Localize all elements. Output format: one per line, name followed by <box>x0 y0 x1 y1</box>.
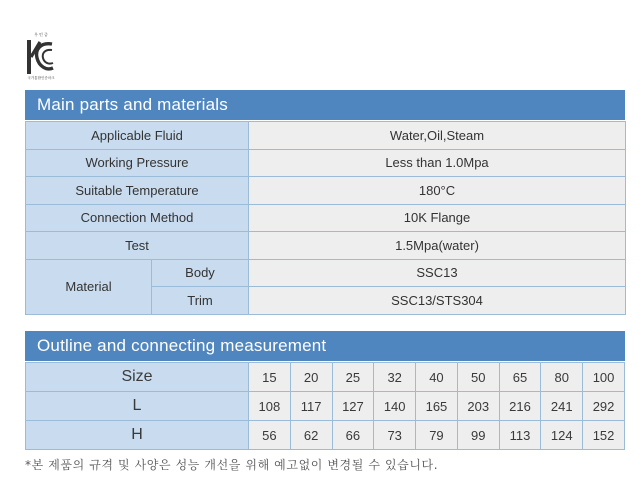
h-cell: 99 <box>457 421 499 450</box>
row-label: Applicable Fluid <box>26 122 249 150</box>
l-cell: 140 <box>374 392 416 421</box>
l-cell: 117 <box>290 392 332 421</box>
h-row <box>26 421 625 450</box>
outline-table <box>25 362 625 450</box>
l-cell: 203 <box>457 392 499 421</box>
table-row <box>26 177 626 205</box>
l-label: L <box>26 392 249 421</box>
h-cell: 56 <box>249 421 291 450</box>
h-cell: 79 <box>416 421 458 450</box>
l-cell: 127 <box>332 392 374 421</box>
size-cell: 15 <box>249 363 291 392</box>
size-cell: 25 <box>332 363 374 392</box>
body-value: SSC13 <box>249 259 626 287</box>
size-cell: 50 <box>457 363 499 392</box>
row-value: Less than 1.0Mpa <box>249 149 626 177</box>
l-cell: 292 <box>583 392 625 421</box>
size-row <box>26 363 625 392</box>
l-cell: 241 <box>541 392 583 421</box>
body-label: Body <box>152 259 249 287</box>
trim-value: SSC13/STS304 <box>249 287 626 315</box>
row-label: Suitable Temperature <box>26 177 249 205</box>
size-cell: 80 <box>541 363 583 392</box>
outline-section-title: Outline and connecting measurement <box>25 331 625 361</box>
table-row <box>26 149 626 177</box>
h-cell: 62 <box>290 421 332 450</box>
row-value: 180°C <box>249 177 626 205</box>
l-cell: 216 <box>499 392 541 421</box>
l-cell: 108 <box>249 392 291 421</box>
l-cell: 165 <box>416 392 458 421</box>
table-row <box>26 204 626 232</box>
size-cell: 32 <box>374 363 416 392</box>
h-cell: 152 <box>583 421 625 450</box>
trim-label: Trim <box>152 287 249 315</box>
row-label: Connection Method <box>26 204 249 232</box>
table-row <box>26 122 626 150</box>
table-row <box>26 232 626 260</box>
size-cell: 20 <box>290 363 332 392</box>
l-row <box>26 392 625 421</box>
parts-table <box>25 121 626 315</box>
size-cell: 40 <box>416 363 458 392</box>
h-cell: 124 <box>541 421 583 450</box>
h-cell: 66 <box>332 421 374 450</box>
h-cell: 113 <box>499 421 541 450</box>
row-value: Water,Oil,Steam <box>249 122 626 150</box>
size-label: Size <box>26 363 249 392</box>
parts-section-title: Main parts and materials <box>25 90 625 120</box>
svg-text:국가통합인증마크: 국가통합인증마크 <box>27 76 55 80</box>
h-label: H <box>26 421 249 450</box>
h-cell: 73 <box>374 421 416 450</box>
size-cell: 65 <box>499 363 541 392</box>
kc-certification-logo <box>26 30 56 80</box>
row-value: 10K Flange <box>249 204 626 232</box>
table-row <box>26 259 626 287</box>
row-value: 1.5Mpa(water) <box>249 232 626 260</box>
row-label: Test <box>26 232 249 260</box>
size-cell: 100 <box>583 363 625 392</box>
svg-text:우 인 증: 우 인 증 <box>34 32 48 37</box>
material-label: Material <box>26 259 152 314</box>
disclaimer-footnote: *본 제품의 규격 및 사양은 성능 개선을 위해 예고없이 변경될 수 있습니다. <box>25 458 439 472</box>
row-label: Working Pressure <box>26 149 249 177</box>
